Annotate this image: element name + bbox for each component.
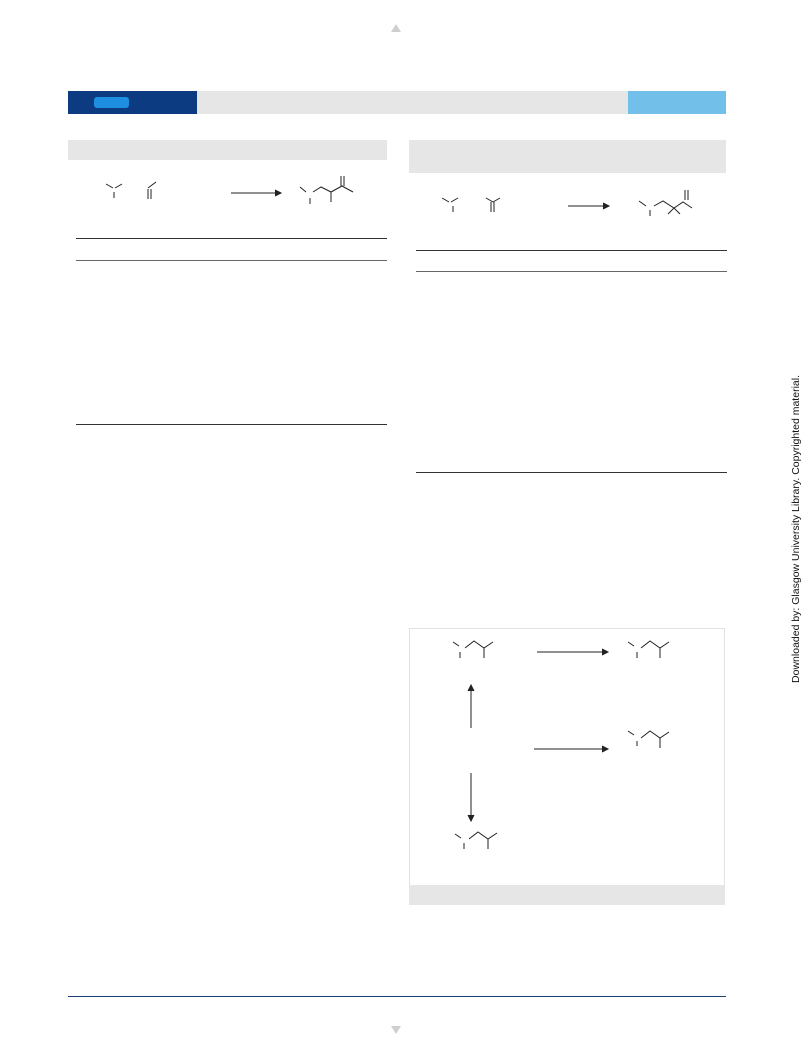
- reaction-scheme-left: [100, 172, 370, 212]
- table-right-bottom-rule: [416, 472, 727, 473]
- table-left-top-rule: [76, 238, 387, 239]
- scheme-caption-bar: [409, 885, 725, 905]
- download-notice: Downloaded by: Glasgow University Library. Copyrighted material.: [790, 375, 802, 683]
- header-right-block: [628, 91, 726, 114]
- previous-page-icon[interactable]: [391, 24, 401, 32]
- mechanism-scheme: [409, 628, 725, 885]
- table-right-caption-bar: [409, 140, 726, 173]
- footer-rule: [68, 996, 726, 997]
- table-right-top-rule: [416, 250, 727, 251]
- header-journal-block: [68, 91, 197, 114]
- table-left-caption-bar: [68, 140, 387, 160]
- reaction-scheme-right: [436, 188, 706, 228]
- table-right-header-rule: [416, 271, 727, 272]
- table-left-header-rule: [76, 260, 387, 261]
- table-left-bottom-rule: [76, 424, 387, 425]
- header-section-badge: [94, 97, 129, 108]
- next-page-icon[interactable]: [391, 1026, 401, 1034]
